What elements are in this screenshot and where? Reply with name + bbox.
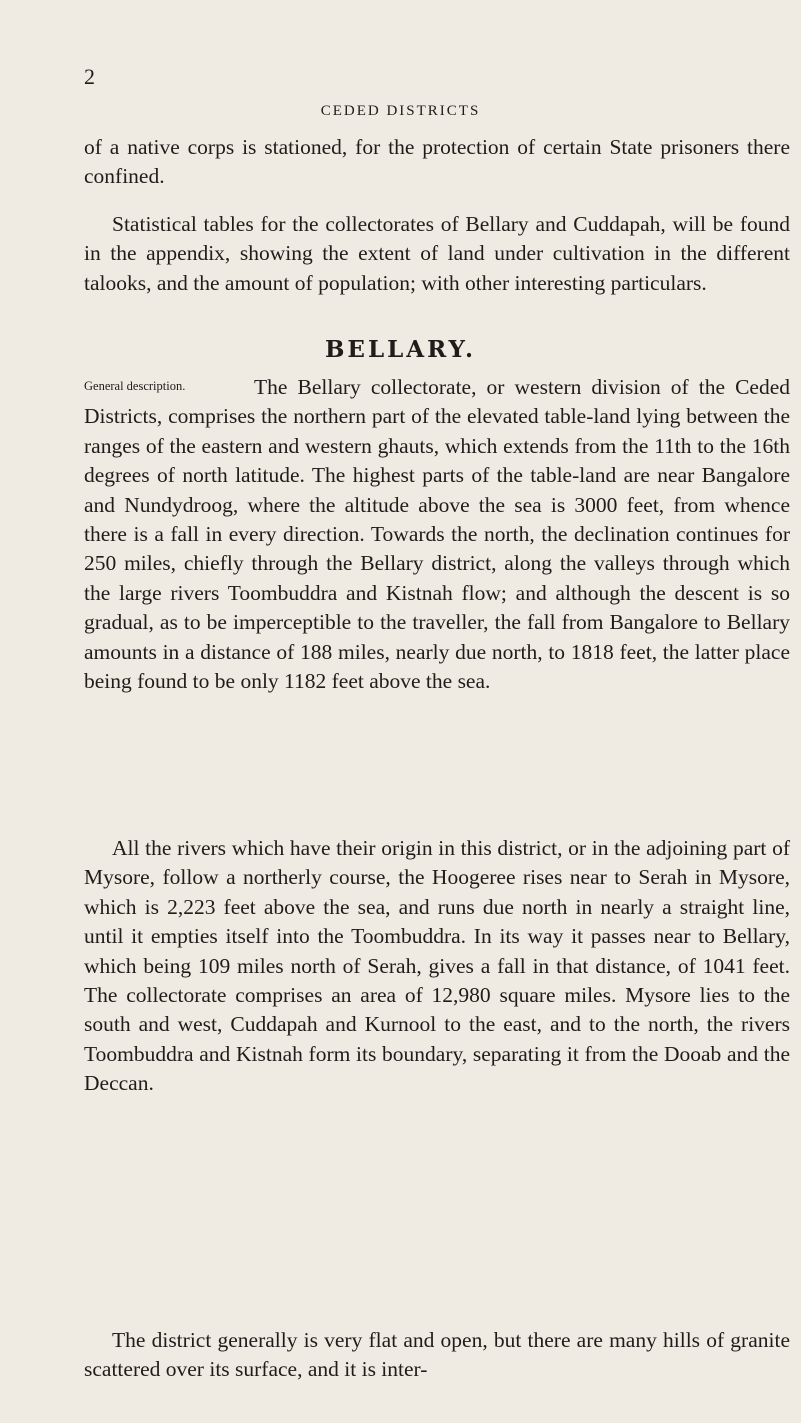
paragraph-2: Statistical tables for the collectorates of Bellary and Cuddapah, will be found in the appendix, showing the extent of land under cultivation in the different talooks, and the amount of population; with other interesting particulars. <box>84 212 790 295</box>
paragraph-4: All the rivers which have their origin in this district, or in the adjoining part of Mysore, follow a northerly course, the Hoogeree rises near to Serah in Mysore, which is 2,223 feet above the sea, and runs due north in nearly a straight line, until it empties itself into the Toombuddra. In its way it passes near to Bellary, which being 109 miles north of Serah, gives a fall in that distance, of 1041 feet. The collectorate comprises an area of 12,980 square miles. Mysore lies to the south and west, Cuddapah and Kurnool to the east, and to the north, the rivers Toombuddra and Kistnah form its boundary, separating it from the Dooab and the Deccan. <box>84 836 790 1096</box>
paragraph-5: The district generally is very flat and open, but there are many hills of granite scattered over its surface, and it is inter- <box>84 1328 790 1382</box>
section-heading: BELLARY. <box>324 336 477 363</box>
page-number: 2 <box>84 64 95 89</box>
running-head: CEDED DISTRICTS <box>320 103 481 119</box>
paragraph-1: of a native corps is stationed, for the protection of certain State prisoners there confined. <box>84 135 790 189</box>
margin-note: General description. <box>84 379 186 393</box>
paragraph-3: The Bellary collectorate, or western division of the Ceded Districts, comprises the northern part of the elevated table-land lying between the ranges of the eastern and western ghauts, which extends from the 11th to the 16th degrees of north latitude. The highest parts of the table-land are near Bangalore and Nundydroog, where the altitude above the sea is 3000 feet, from whence there is a fall in every direction. Towards the north, the declination continues for 250 miles, chiefly through the Bellary district, along the valleys through which the large rivers Toombuddra and Kistnah flow; and although the descent is so gradual, as to be imperceptible to the traveller, the fall from Bangalore to Bellary amounts in a distance of 188 miles, nearly due north, to 1818 feet, the latter place being found to be only 1182 feet above the sea. <box>84 375 790 694</box>
